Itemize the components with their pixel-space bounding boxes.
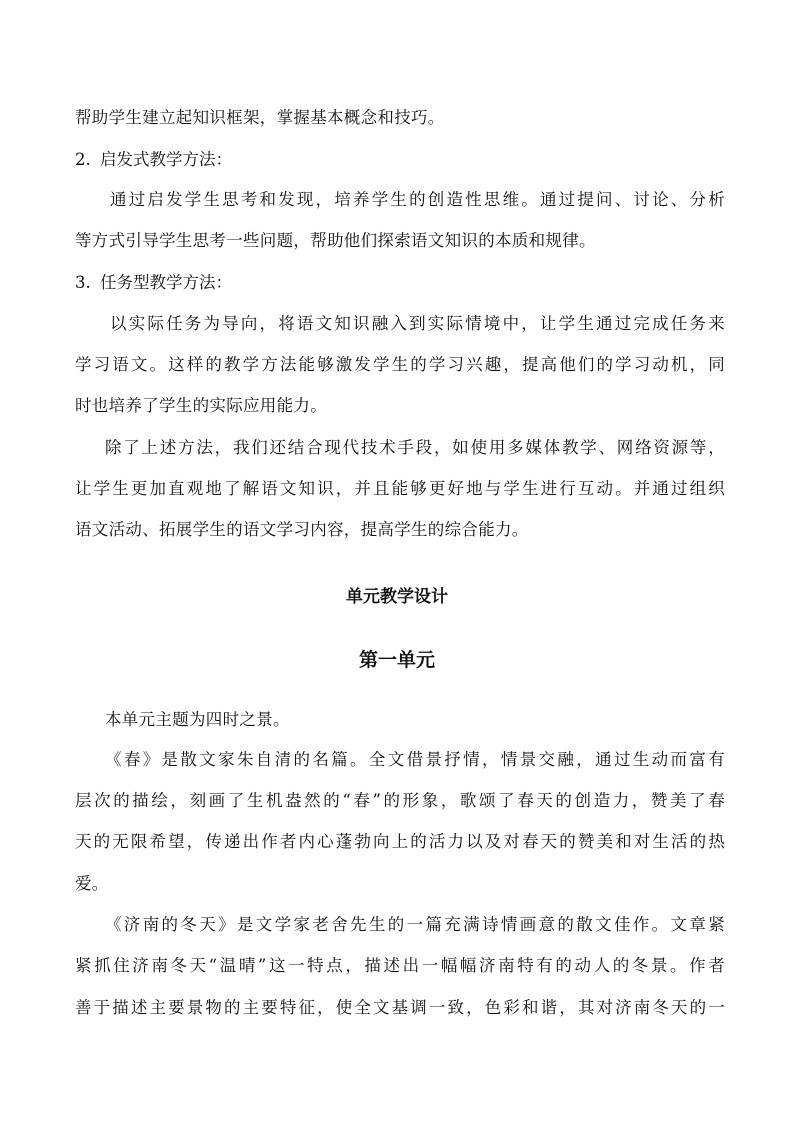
jinan-line-1: 《济南的冬天》是文学家老舍先生的一篇充满诗情画意的散文佳作。文章紧 [105, 915, 725, 934]
jinan-line-2: 紧抓住济南冬天“温晴”这一特点，描述出一幅幅济南特有的动人的冬景。作者 [75, 956, 725, 975]
section-title: 单元教学设计 [346, 587, 448, 607]
summary-line-1: 除了上述方法，我们还结合现代技术手段，如使用多媒体教学、网络资源等， [105, 438, 725, 457]
intro-line: 帮助学生建立起知识框架，掌握基本概念和技巧。 [75, 108, 445, 127]
method-2-number: 2. [75, 150, 91, 169]
spring-line-1: 《春》是散文家朱自清的名篇。全文借景抒情，情景交融，通过生动而富有 [105, 750, 725, 769]
method-3-number: 3. [75, 273, 91, 292]
method-3-line-2: 学习语文。这样的教学方法能够激发学生的学习兴趣，提高他们的学习动机，同 [75, 355, 725, 374]
method-3-title: 任务型教学方法： [100, 273, 232, 292]
method-2-line-2: 等方式引导学生思考一些问题，帮助他们探索语文知识的本质和规律。 [75, 231, 596, 250]
spring-line-3: 天的无限希望，传递出作者内心蓬勃向上的活力以及对春天的赞美和对生活的热 [75, 832, 725, 851]
jinan-line-3: 善于描述主要景物的主要特征，使全文基调一致，色彩和谐，其对济南冬天的一 [75, 998, 725, 1017]
method-2-title: 启发式教学方法： [100, 150, 232, 169]
method-3-line-1: 以实际任务为导向，将语文知识融入到实际情境中，让学生通过完成任务来 [110, 314, 725, 333]
summary-line-2: 让学生更加直观地了解语文知识，并且能够更好地与学生进行互动。并通过组织 [75, 479, 725, 498]
method-2-line-1: 通过启发学生思考和发现，培养学生的创造性思维。通过提问、讨论、分析 [110, 190, 725, 209]
unit-theme: 本单元主题为四时之景。 [105, 710, 290, 729]
summary-line-3: 语文活动、拓展学生的语文学习内容，提高学生的综合能力。 [75, 520, 529, 539]
method-3-line-3: 时也培养了学生的实际应用能力。 [75, 396, 327, 415]
unit-title: 第一单元 [358, 649, 435, 671]
spring-line-4: 爱。 [75, 874, 109, 893]
spring-line-2: 层次的描绘，刻画了生机盎然的“春”的形象，歌颂了春天的创造力，赞美了春 [75, 791, 725, 810]
